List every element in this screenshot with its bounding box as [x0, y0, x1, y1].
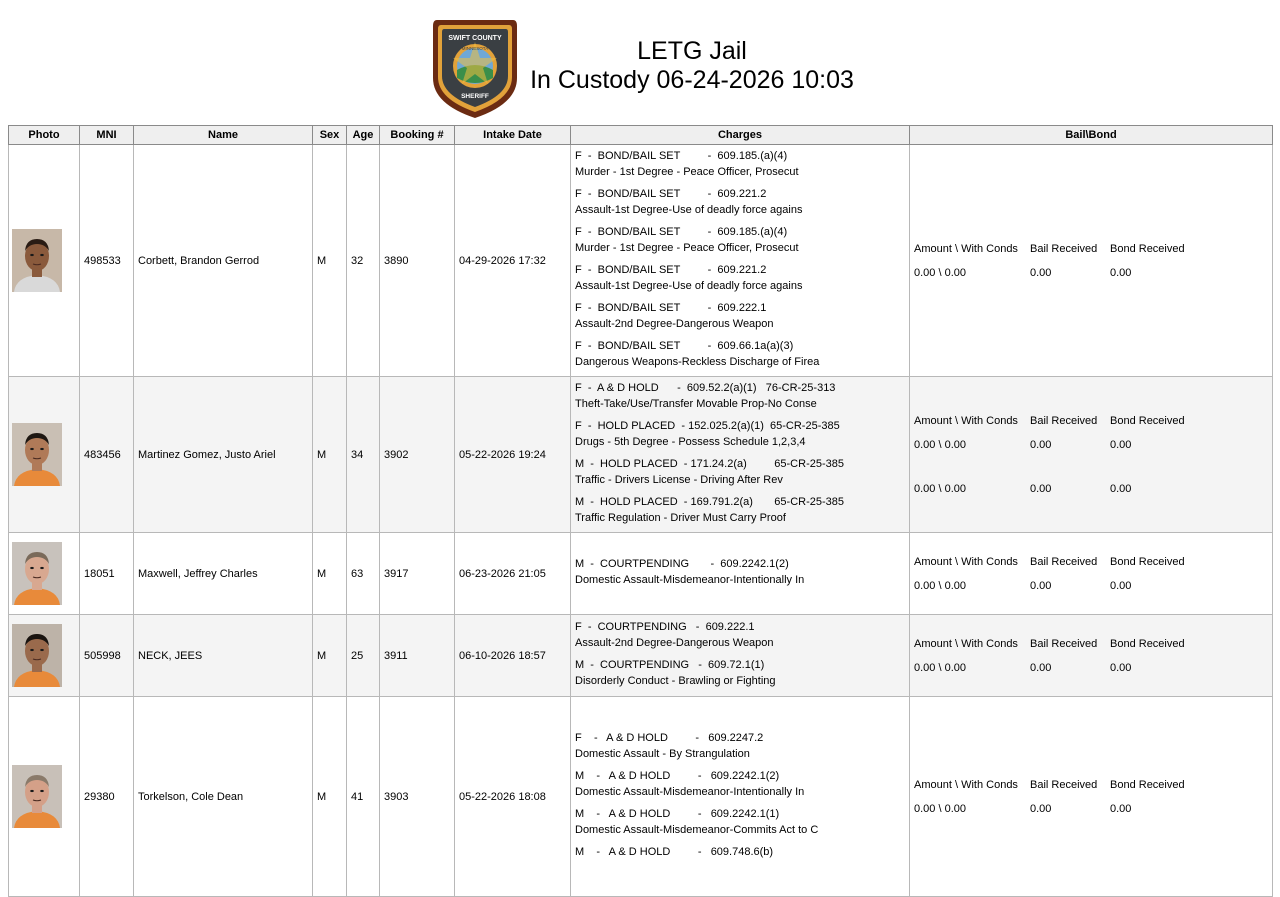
charge-description: Traffic - Drivers License - Driving After Rev	[575, 474, 783, 486]
bond-received-value: 0.00	[1110, 661, 1132, 674]
charge-status-statute: F - BOND/BAIL SET - 609.222.1	[575, 302, 767, 314]
charge-description: Dangerous Weapons-Reckless Discharge of Firea	[575, 356, 820, 368]
bail-received-value: 0.00	[1030, 482, 1052, 495]
cell-sex: M	[313, 145, 347, 377]
in-custody-table	[8, 125, 1273, 897]
cell-name: Martinez Gomez, Justo Ariel	[134, 377, 313, 533]
charge-description: Drugs - 5th Degree - Possess Schedule 1,2,3,4	[575, 436, 806, 448]
cell-mni: 18051	[80, 533, 134, 615]
report-title: LETG Jail	[637, 37, 747, 65]
charge-entry	[575, 338, 905, 370]
charge-entry	[575, 556, 905, 588]
charge-status-statute: F - HOLD PLACED - 152.025.2(a)(1) 65-CR-25-385	[575, 420, 840, 432]
cell-intake-date: 06-23-2026 21:05	[455, 533, 571, 615]
bail-amount-value: 0.00 \ 0.00	[914, 661, 966, 674]
charge-entry	[575, 418, 905, 450]
charge-status-statute: M - A & D HOLD - 609.748.6(b)	[575, 846, 774, 858]
cell-age: 34	[347, 377, 380, 533]
bond-received-value: 0.00	[1110, 802, 1132, 815]
charge-entry	[575, 262, 905, 294]
bail-grid	[914, 241, 1268, 281]
cell-photo	[9, 377, 80, 533]
table-body	[9, 145, 1273, 897]
charge-status-statute: F - A & D HOLD - 609.52.2(a)(1) 76-CR-25-313	[575, 382, 836, 394]
mugshot-photo	[12, 542, 62, 605]
charge-description: Assault-1st Degree-Use of deadly force agains	[575, 280, 803, 292]
column-header-booking: Booking #	[380, 126, 455, 145]
cell-intake-date: 04-29-2026 17:32	[455, 145, 571, 377]
cell-name: NECK, JEES	[134, 615, 313, 697]
charge-entry	[575, 494, 905, 526]
charge-description: Murder - 1st Degree - Peace Officer, Prosecut	[575, 166, 799, 178]
bail-amount-value: 0.00 \ 0.00	[914, 266, 966, 279]
table-header-row	[9, 126, 1273, 145]
badge-state-text: MINNESOTA	[461, 46, 489, 51]
bail-received-label: Bail Received	[1030, 414, 1098, 427]
cell-sex: M	[313, 697, 347, 897]
column-header-intake-date: Intake Date	[455, 126, 571, 145]
cell-bail-bond	[910, 697, 1273, 897]
charge-entry	[575, 300, 905, 332]
bail-received-value: 0.00	[1030, 802, 1052, 815]
cell-photo	[9, 145, 80, 377]
charge-status-statute: F - BOND/BAIL SET - 609.221.2	[575, 264, 767, 276]
bail-amount-label: Amount \ With Conds	[914, 778, 1018, 791]
bail-received-label: Bail Received	[1030, 555, 1098, 568]
bail-received-value: 0.00	[1030, 266, 1052, 279]
column-header-age: Age	[347, 126, 380, 145]
cell-bail-bond	[910, 145, 1273, 377]
sheriff-badge-logo	[431, 16, 519, 120]
bond-received-value: 0.00	[1110, 438, 1132, 451]
charge-entry	[575, 844, 905, 860]
charge-description: Domestic Assault-Misdemeanor-Commits Act to C	[575, 824, 819, 836]
charge-entry	[575, 806, 905, 838]
bond-received-label: Bond Received	[1110, 414, 1185, 427]
column-header-photo: Photo	[9, 126, 80, 145]
cell-age: 41	[347, 697, 380, 897]
charge-entry	[575, 730, 905, 762]
charge-status-statute: M - A & D HOLD - 609.2242.1(1)	[575, 808, 780, 820]
charge-status-statute: M - HOLD PLACED - 169.791.2(a) 65-CR-25-385	[575, 496, 844, 508]
charge-description: Theft-Take/Use/Transfer Movable Prop-No Conse	[575, 398, 817, 410]
cell-sex: M	[313, 533, 347, 615]
cell-intake-date: 05-22-2026 18:08	[455, 697, 571, 897]
cell-sex: M	[313, 377, 347, 533]
charge-description: Assault-2nd Degree-Dangerous Weapon	[575, 318, 774, 330]
cell-booking-number: 3911	[380, 615, 455, 697]
table-row	[9, 697, 1273, 897]
charge-entry	[575, 186, 905, 218]
cell-charges	[571, 615, 910, 697]
charge-description: Domestic Assault-Misdemeanor-Intentionally In	[575, 574, 805, 586]
charge-entry	[575, 768, 905, 800]
bail-amount-value: 0.00 \ 0.00	[914, 482, 966, 495]
bail-grid	[914, 413, 1268, 497]
bail-grid	[914, 777, 1268, 817]
cell-booking-number: 3917	[380, 533, 455, 615]
charge-description: Domestic Assault - By Strangulation	[575, 748, 750, 760]
bond-received-label: Bond Received	[1110, 242, 1185, 255]
cell-photo	[9, 533, 80, 615]
cell-age: 63	[347, 533, 380, 615]
mugshot-photo	[12, 624, 62, 687]
cell-bail-bond	[910, 377, 1273, 533]
bail-grid	[914, 636, 1268, 676]
column-header-sex: Sex	[313, 126, 347, 145]
cell-booking-number: 3903	[380, 697, 455, 897]
cell-booking-number: 3902	[380, 377, 455, 533]
charge-status-statute: F - A & D HOLD - 609.2247.2	[575, 732, 764, 744]
bail-received-label: Bail Received	[1030, 637, 1098, 650]
mugshot-photo	[12, 423, 62, 486]
charge-status-statute: F - BOND/BAIL SET - 609.221.2	[575, 188, 767, 200]
cell-mni: 483456	[80, 377, 134, 533]
cell-intake-date: 05-22-2026 19:24	[455, 377, 571, 533]
charge-status-statute: M - HOLD PLACED - 171.24.2(a) 65-CR-25-385	[575, 458, 844, 470]
cell-charges	[571, 377, 910, 533]
bond-received-label: Bond Received	[1110, 778, 1185, 791]
bail-amount-value: 0.00 \ 0.00	[914, 802, 966, 815]
bail-amount-value: 0.00 \ 0.00	[914, 579, 966, 592]
charge-status-statute: F - COURTPENDING - 609.222.1	[575, 621, 755, 633]
badge-bottom-text: SHERIFF	[461, 93, 489, 100]
table-row	[9, 533, 1273, 615]
cell-name: Corbett, Brandon Gerrod	[134, 145, 313, 377]
bond-received-value: 0.00	[1110, 266, 1132, 279]
report-header	[0, 0, 1280, 125]
charge-description: Domestic Assault-Misdemeanor-Intentionally In	[575, 786, 805, 798]
bond-received-label: Bond Received	[1110, 555, 1185, 568]
charge-entry	[575, 380, 905, 412]
bail-amount-label: Amount \ With Conds	[914, 637, 1018, 650]
column-header-bail-bond: Bail\Bond	[910, 126, 1273, 145]
table-row	[9, 377, 1273, 533]
mugshot-photo	[12, 229, 62, 292]
cell-bail-bond	[910, 615, 1273, 697]
cell-name: Maxwell, Jeffrey Charles	[134, 533, 313, 615]
cell-booking-number: 3890	[380, 145, 455, 377]
bond-received-label: Bond Received	[1110, 637, 1185, 650]
charge-status-statute: M - COURTPENDING - 609.2242.1(2)	[575, 558, 789, 570]
cell-charges	[571, 533, 910, 615]
cell-mni: 505998	[80, 615, 134, 697]
charge-status-statute: M - A & D HOLD - 609.2242.1(2)	[575, 770, 780, 782]
bail-amount-value: 0.00 \ 0.00	[914, 438, 966, 451]
report-title-block	[528, 37, 856, 95]
charge-description: Disorderly Conduct - Brawling or Fighting	[575, 675, 776, 687]
bail-received-value: 0.00	[1030, 438, 1052, 451]
column-header-charges: Charges	[571, 126, 910, 145]
cell-age: 32	[347, 145, 380, 377]
bail-received-value: 0.00	[1030, 579, 1052, 592]
cell-mni: 29380	[80, 697, 134, 897]
badge-top-text: SWIFT COUNTY	[448, 35, 502, 42]
charge-entry	[575, 148, 905, 180]
charge-description: Assault-1st Degree-Use of deadly force agains	[575, 204, 803, 216]
charge-status-statute: F - BOND/BAIL SET - 609.66.1a(a)(3)	[575, 340, 794, 352]
charge-description: Murder - 1st Degree - Peace Officer, Prosecut	[575, 242, 799, 254]
charge-description: Traffic Regulation - Driver Must Carry Proof	[575, 512, 786, 524]
bail-received-value: 0.00	[1030, 661, 1052, 674]
bond-received-value: 0.00	[1110, 579, 1132, 592]
charge-status-statute: F - BOND/BAIL SET - 609.185.(a)(4)	[575, 226, 788, 238]
charge-entry	[575, 456, 905, 488]
charge-entry	[575, 657, 905, 689]
cell-charges	[571, 145, 910, 377]
bail-amount-label: Amount \ With Conds	[914, 555, 1018, 568]
bail-amount-label: Amount \ With Conds	[914, 414, 1018, 427]
bail-received-label: Bail Received	[1030, 242, 1098, 255]
bond-received-value: 0.00	[1110, 482, 1132, 495]
charge-status-statute: F - BOND/BAIL SET - 609.185.(a)(4)	[575, 150, 788, 162]
cell-charges	[571, 697, 910, 897]
charge-status-statute: M - COURTPENDING - 609.72.1(1)	[575, 659, 765, 671]
table-row	[9, 145, 1273, 377]
charge-entry	[575, 224, 905, 256]
cell-bail-bond	[910, 533, 1273, 615]
cell-intake-date: 06-10-2026 18:57	[455, 615, 571, 697]
cell-photo	[9, 615, 80, 697]
report-subtitle: In Custody 06-24-2026 10:03	[530, 66, 854, 94]
cell-age: 25	[347, 615, 380, 697]
cell-photo	[9, 697, 80, 897]
table-row	[9, 615, 1273, 697]
mugshot-photo	[12, 765, 62, 828]
cell-mni: 498533	[80, 145, 134, 377]
bail-grid	[914, 554, 1268, 594]
column-header-mni: MNI	[80, 126, 134, 145]
bail-received-label: Bail Received	[1030, 778, 1098, 791]
charge-entry	[575, 619, 905, 651]
cell-name: Torkelson, Cole Dean	[134, 697, 313, 897]
charge-description: Assault-2nd Degree-Dangerous Weapon	[575, 637, 774, 649]
cell-sex: M	[313, 615, 347, 697]
column-header-name: Name	[134, 126, 313, 145]
bail-amount-label: Amount \ With Conds	[914, 242, 1018, 255]
